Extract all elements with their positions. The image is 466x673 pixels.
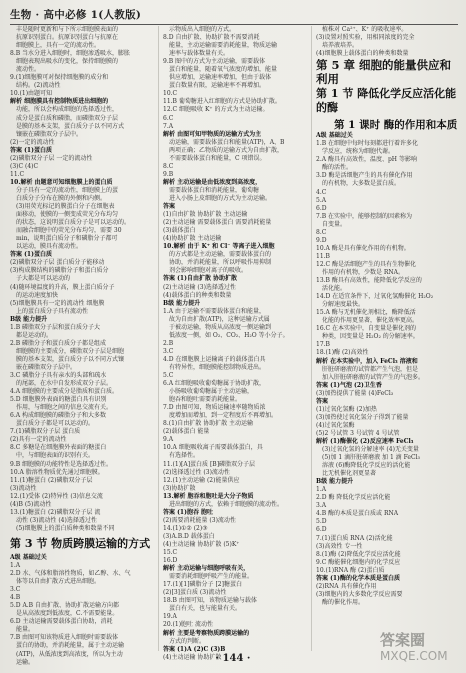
text-line: 能量。 <box>16 626 35 634</box>
text-line: 中，与细胞表面的识别有关。 <box>16 452 95 460</box>
text-line: 2.B 磷脂分子和蛋白质分子都是组成 <box>10 339 107 347</box>
text-line: 3.C 磷脂分子具有亲水的头部和疏水 <box>10 372 107 380</box>
text-line: (2)RNA 具有催化作用 <box>316 582 377 590</box>
text-line: 答案 (1)A (2)C (3)B <box>163 645 226 653</box>
text-line: (2)磷脂双分子层 蛋白质分子能移动 <box>10 259 105 267</box>
text-line: (5)细胞膜上的蛋白质种类和数量不同 <box>16 524 115 532</box>
text-line: 4.C <box>316 188 327 196</box>
text-line: 8.(1)酶 (2)降低化学反应活化能 <box>316 550 401 558</box>
text-line: 答案 (1)自由扩散 协助扩散 <box>163 275 238 283</box>
text-line: 故为自由扩散(ATP)，这种运输方式属 <box>169 315 270 323</box>
text-line: (5)细胞膜具有一定的流动性 细胞膜 <box>10 299 105 307</box>
text-line: (4)B (5)流动性 <box>10 500 52 508</box>
text-line: 剂会影响细胞对离子的吸收。 <box>169 267 248 275</box>
text-line: 是膜的基本支架，蛋白质分子以不同方式 <box>16 122 125 130</box>
text-line: 都是运动的。 <box>16 331 53 339</box>
text-line: (3)加热提供了能量 (4)FeCl₃ <box>316 389 394 397</box>
text-line: 的方式都是主动运输，需要载体蛋白的 <box>169 251 272 259</box>
text-line: 3.A <box>316 502 327 510</box>
text-line: 2.A 酶具有高效性，温度、pH 等影响 <box>316 156 417 164</box>
text-line: 10.C <box>163 90 178 98</box>
text-line: 不需要载体蛋白和能量，C 项错误。 <box>169 154 266 162</box>
column-right-body <box>316 132 458 607</box>
text-line: B级 能力提升 <box>10 315 48 323</box>
column-middle-body <box>163 26 305 662</box>
text-line: 细胞膜上，具有一定的流动性。 <box>16 42 101 50</box>
text-line: 18.(1)酶 (2)高效性 <box>316 349 369 357</box>
section-heading-3: 第 3 节 物质跨膜运输的方式 <box>10 536 151 550</box>
text-line: 进入小肠上皮细胞的方式为主动运输。 <box>169 194 272 202</box>
text-line: 6.D <box>316 526 327 534</box>
text-line: 1.A <box>10 562 21 569</box>
text-line: 2.D 酶 降低化学反应活化能 <box>316 494 391 502</box>
text-line: (2)主动运输 需要载体蛋白 需要消耗能量 <box>163 219 272 227</box>
text-line: 5.D A.B 自由扩散、协助扩散运输方向都 <box>10 602 119 610</box>
text-line: 体等以自由扩散方式进出细胞。 <box>16 578 101 586</box>
text-line: 答案 <box>163 203 176 211</box>
text-line: 上的蛋白质分子具有流动性 <box>16 307 89 315</box>
text-line: 膜的基本支架，蛋白质分子以不同方式镶 <box>16 355 125 363</box>
text-line: 9.C 酶能催化细胞内的化学反应 <box>316 558 401 566</box>
text-line: 酶的催化作用。 <box>322 598 365 606</box>
text-line: 示物质出入细胞的方式。 <box>169 26 236 33</box>
text-line: 分解速度最快。 <box>322 301 365 309</box>
column-left-body <box>10 26 152 533</box>
text-line: 1.A <box>316 486 327 494</box>
text-line: 方式的判断。 <box>169 637 206 645</box>
text-line: 5.D <box>316 518 327 526</box>
column-left-after <box>10 554 152 667</box>
text-line: 10.解析 由题意可知细胞膜上的蛋白质 <box>10 178 113 186</box>
text-line: (3)A.B.D 载体蛋白 <box>163 532 215 540</box>
text-line: 加入肝脏研磨液的试管产生的气泡多。 <box>322 373 425 381</box>
text-line: 的状态，这说明蛋白质分子是可以运动的。 <box>16 219 131 227</box>
text-line: 是从高浓度到低浓度，C.不需要能量。 <box>16 610 119 618</box>
text-line: 3.D 酶是活细胞产生的具有催化作用 <box>316 172 413 180</box>
text-line: 18.B 由图可知，该物质运输与载体 <box>163 597 257 605</box>
text-line: 11.B 葡萄糖进入红细胞的方式是协助扩散。 <box>163 98 281 106</box>
text-line: 2.D 水、气体和脂溶性物质，如乙醇、水、气 <box>10 570 131 578</box>
page-number: · 144 · <box>215 653 251 664</box>
text-line: 14.D 在适宜条件下，过氧化氢酶催化 H₂O₂ <box>316 293 434 301</box>
text-line: 9.D <box>316 236 327 244</box>
text-line: 20.(1)胞吐 流动性 <box>163 621 213 629</box>
text-line: 11.(1)[A]蛋白质 [B]磷脂双分子层 <box>163 460 256 468</box>
text-line: 有特异性，细胞膜能控制物质进出。 <box>169 363 266 371</box>
text-line: 活化能。 <box>322 285 347 293</box>
text-line: 蛋白质分子都是可以运动的。 <box>16 420 95 428</box>
text-line: 低浓度一侧，如 O₂、CO₂、H₂O 等小分子。 <box>169 331 289 339</box>
text-line: A级 基础过关 <box>10 553 47 561</box>
text-line: 答案 (1)蛋白质 <box>10 251 52 259</box>
text-line: 作用的有机物，少数是 RNA。 <box>322 268 405 276</box>
text-line: 植株对 Ca²⁺、K⁺ 的吸收速率。 <box>322 26 408 33</box>
text-line: (2)需要消耗能量 (3)流动性 <box>163 516 236 524</box>
text-line: 小肠吸收葡萄糖属于主动运输， <box>169 388 254 396</box>
text-line: 酶的活性。 <box>322 164 353 172</box>
text-line: 6.C <box>163 114 174 122</box>
text-line: 动性 (3)流动性 (4)选择透过性 <box>16 516 97 524</box>
text-line: (3)高效性 专一性 <box>316 542 363 550</box>
text-line: (ATP)，从低浓度到高浓度，所以为主动 <box>16 650 123 658</box>
text-line: 有选择性。 <box>169 452 200 460</box>
text-line: (3)加热使过氧化氢分子得到了能量 <box>316 413 409 421</box>
text-line: 10.A 细胞吸收离子需要载体蛋白，具 <box>163 444 263 452</box>
text-line: 6.A 红细胞吸收葡萄糖属于协助扩散， <box>163 380 265 388</box>
text-line: 功能，所以会构成细胞的选择透过性， <box>16 106 119 114</box>
text-line: 解析 主动运输与细胞呼吸有关， <box>163 565 250 573</box>
text-line: 8.B 当水分进入细胞时，细胞渗透吸水，膨胀 <box>10 50 131 58</box>
text-line: 学反应，统称为细胞代谢。 <box>322 148 395 156</box>
text-line: (3)设置对照实验，用相同浓度的完全 <box>316 34 415 42</box>
text-line: 8.C <box>316 228 327 236</box>
text-line: 需要载体蛋白和消耗能量，葡萄糖 <box>169 186 260 194</box>
text-line: (3)构成膜结构的磷脂分子和蛋白质分 <box>10 267 109 275</box>
text-line: min，说明蛋白质分子和磷脂分子都可 <box>16 235 118 243</box>
text-line: 培养液培养。 <box>322 42 359 50</box>
text-line: 溶液 (6)酶降低化学反应的活化能 <box>322 462 411 470</box>
column-right-top <box>316 26 458 58</box>
text-line: (4)细胞膜上载体蛋白的种类和数量 <box>316 50 409 58</box>
text-line: 动运输，需要载体蛋白和能量(ATP)，A、B <box>169 138 285 146</box>
text-line: 9.A <box>163 436 174 444</box>
text-line: 5.D 细胞膜外表面的糖蛋白具有识别 <box>10 396 107 404</box>
text-line: 14.(1)①② (2)③ <box>163 524 208 532</box>
text-line: (3)协助扩散 <box>163 484 196 492</box>
text-line: (3)细胞内的大多数化学反应需要 <box>316 590 403 598</box>
text-line: 作用，与细胞之间的信息交流有关。 <box>16 404 113 412</box>
text-line: 解析 主要是考察物质跨膜运输的 <box>163 629 250 637</box>
text-line: 供应增加，运输速率增加，但由于载体 <box>169 74 272 82</box>
text-line: 16.D <box>163 557 178 565</box>
text-line: 的运动速度加快 <box>16 291 59 299</box>
text-line: 解析 在本实验中，加入 FeCl₃ 溶液和 <box>316 357 418 365</box>
text-line: 进出细胞的方式，依赖于细胞膜的流动性。 <box>169 500 284 508</box>
text-line: 答案 (1)胞吞 胞吐 <box>163 508 214 516</box>
text-line: 镶嵌在磷脂双分子层中。 <box>16 130 83 138</box>
chapter-heading: 第 5 章 细胞的能量供应和利用 <box>316 58 452 87</box>
text-line: 以运动，膜具有流动性。 <box>16 243 83 251</box>
text-line: 8.C 多糖是在细胞膜外表面的糖蛋白 <box>10 444 107 452</box>
text-line: A级 基础过关 <box>316 132 353 140</box>
text-line: 12.(1)受体 (2)特异性 (3)信息交流 <box>10 492 103 500</box>
text-line: (3)用荧光标记的膜蛋白分子在细胞表 <box>16 203 115 211</box>
text-line: 3.C <box>163 347 174 355</box>
text-line: 8.D 自由扩散、协助扩散不需要消耗 <box>163 34 260 42</box>
text-line: (2)载体蛋白 能量 <box>163 428 210 436</box>
text-line: 嵌在磷脂双分子层中。 <box>16 363 77 371</box>
text-line: 能量，主动运输需要消耗能量，物质运输 <box>169 42 278 50</box>
text-line: 子大都是可以运动的 <box>16 275 71 283</box>
text-line: 13.(1)糖蛋白 (2)磷脂双分子层 流 <box>10 508 101 516</box>
text-line: 的有机物，大多数是蛋白质。 <box>322 180 401 188</box>
text-line: 13.解析 胞吞和胞吐是大分子物质 <box>163 492 254 500</box>
text-line: (2)磷脂双分子层 一定的流动性 <box>10 154 93 162</box>
text-line: 7.(1)蛋白质 RNA (2)活化能 <box>316 534 393 542</box>
text-line: 5.A <box>316 196 327 204</box>
lesson-heading: 第 1 课时 酶的作用和本质 <box>334 119 458 132</box>
text-line: (3)流动性 <box>10 484 37 492</box>
text-line: 种类，因变量是 H₂O₂ 的分解速率。 <box>322 333 419 341</box>
text-line: 面移动，使膜的一侧变成荧光分布均匀 <box>16 211 119 219</box>
text-line: 6.A 构成细胞膜的磷脂分子和大多数 <box>10 412 106 420</box>
text-line: 15.C <box>163 549 178 557</box>
text-line: 10.(1)RNA 酶 (2)蛋白质 <box>316 566 385 574</box>
text-line: (2)一定的流动性 <box>10 138 55 146</box>
text-line: 4.B 酶的本质是蛋白质或 RNA <box>316 510 399 518</box>
text-line: (2)选择透过性 (3)流动性 <box>163 468 230 476</box>
text-line: 1.A 由于运输不需要载体蛋白和能量， <box>163 307 265 315</box>
text-line: 12.C 细胞吸收 K⁺ 的方式为主动运输。 <box>163 106 269 114</box>
text-line: 的尾部，在水中自发形成双分子层。 <box>16 380 113 388</box>
text-line: 答案 (1)气泡 (2)卫生香 <box>316 381 382 389</box>
text-line: 流动性。 <box>16 66 41 74</box>
text-line: 成分是蛋白质和磷脂，而磷脂双分子层 <box>16 114 119 122</box>
text-line: 蛋白数量有限，运输速率不再增加。 <box>169 82 266 90</box>
text-line: B级 能力提升 <box>316 478 354 486</box>
text-line: 细胞膜的主要成分，磷脂双分子层是细胞 <box>16 347 125 355</box>
text-line: 速率与载体数量有关。 <box>169 50 230 58</box>
text-line: 11.B <box>316 252 330 260</box>
text-line: 10.A 酶是具有催化作用的有机物。 <box>316 244 410 252</box>
text-line: 解析 主动运输是由低浓度到高浓度， <box>163 178 262 186</box>
text-line: 化能的作用更显著，催化效率更高。 <box>322 317 419 325</box>
text-line: 而融合细胞中的荧光分布均匀，需要 30 <box>16 227 122 235</box>
text-line: 4.D 在细胞膜上运输离子的载体蛋白具 <box>163 355 266 363</box>
text-line: 7.(1)磷脂双分子层 蛋白质 <box>10 428 81 436</box>
text-line: 协助，并消耗能量，所以呼吸作用抑制 <box>169 259 272 267</box>
text-line: 4.B <box>10 594 21 602</box>
text-line: 答案 <box>316 397 329 405</box>
text-line: 11.C <box>10 170 25 178</box>
watermark-logo: 答案圈 MXQE.COM <box>380 631 448 663</box>
text-line: 肝脏研磨液的试管都产生气泡，但是 <box>322 365 419 373</box>
text-line: 12.(1)主动运输 (2)能量供应 <box>163 476 240 484</box>
text-line: 白质分子分布在膜的外侧和内侧。 <box>16 194 107 202</box>
text-line: 8.C <box>163 162 174 170</box>
text-line: (3)载体蛋白 <box>163 227 196 235</box>
text-line: 蛋白和能量，随着氧气浓度的增加，能量 <box>169 66 278 74</box>
text-line: 于被动运输，物质从高浓度一侧运输到 <box>169 323 272 331</box>
text-line: 7.A <box>163 122 174 130</box>
text-line: 10.解析 由于 K⁺ 和 Cl⁻ 等离子进入细胞 <box>163 243 275 251</box>
text-line: 10.(1)由题可知 <box>10 90 53 98</box>
text-line: 9.(1)细胞膜可对保持细胞膜的成分和 <box>10 74 109 82</box>
text-line: 5.C <box>163 372 174 380</box>
text-line: 细胞表现出吸水的变化，保持细胞膜的 <box>16 58 119 66</box>
text-line: 9.B <box>163 170 174 178</box>
text-line: 自变量。 <box>322 220 347 228</box>
text-line: (4)随环境温度的升高，膜上蛋白质分子 <box>10 283 115 291</box>
text-line: 7.B 在实验中，能够控制的因素称为 <box>316 212 413 220</box>
page-header <box>10 4 458 25</box>
text-line: (1)自由扩散 协助扩散 主动运输 <box>163 211 248 219</box>
text-line: (4)协助扩散 主动运输 <box>163 235 222 243</box>
text-line: (4)过氧化氢酶 <box>316 421 355 429</box>
text-line: 丰是随时更新和与下所示细胞膜表面的 <box>16 26 119 33</box>
text-line: 结构。(2)流动性 <box>16 82 61 90</box>
section-heading-1: 第 1 节 降低化学反应活化能的酶 <box>316 87 457 115</box>
text-line: 9.B 图中的方式为主动运输，需要载体 <box>163 58 266 66</box>
text-line: (4)载体蛋白的种类和数量 <box>163 291 232 299</box>
text-line: 6.D <box>316 204 327 212</box>
text-line: (3)C (4)C <box>10 162 39 170</box>
text-line: 比无机催化剂更显著 <box>322 470 377 478</box>
text-line: 9.B 细胞膜的功能特性是选择透过性。 <box>10 460 113 468</box>
text-line: (4)主动运输 协助扩散 (5)K⁺ <box>163 541 240 548</box>
column-left <box>10 26 152 666</box>
text-line: 1.B 在细胞中每时每刻都进行着许多化 <box>316 140 419 148</box>
header-title: 生物 · 高中必修 1(人教版) <box>10 9 142 21</box>
text-line: 蛋白有关，也与能量有关。 <box>169 605 242 613</box>
text-line: (3)过氧化氢的分解速率 (4)无关变量 <box>322 446 419 454</box>
text-line: (1)过氧化氢酶 (2)加热 <box>316 405 377 413</box>
text-line: 8.(1)自由扩散 协助扩散 主动运输 <box>163 420 254 428</box>
column-right <box>311 26 458 651</box>
text-line: 17.(1)[1]磷脂分子 [2]糖蛋白 <box>163 581 242 589</box>
text-line: 解析 由图可知甲物质的运输方式为主 <box>163 130 262 138</box>
text-line: 分子具有一定的流动性，细胞膜上的蛋 <box>16 186 119 194</box>
text-line: (5)加 1 滴肝脏研磨液 加 1 滴 FeCl₃ <box>322 454 420 462</box>
text-line: 解析 (1)酶催化 (2)反应速率 FeCl₃ <box>316 437 414 445</box>
text-line: 12.C 酶是活细胞产生的具有生物催化 <box>316 260 417 268</box>
text-line: 2.B <box>163 339 174 347</box>
text-line: (2)[3]蛋白质 (3)流动性 <box>163 589 227 597</box>
text-line: 度增加而增加，到一定程度后不再增加。 <box>169 412 278 420</box>
text-line: 17.B <box>316 341 330 349</box>
text-line: 15.A 酶与无机催化剂相比，酶降低活 <box>316 309 416 317</box>
text-line: 抗原识别蛋白。抗原识别蛋白与抗原在 <box>16 34 119 42</box>
text-line: 两项正确；乙物质的运输方式为自由扩散， <box>169 146 284 154</box>
text-line: 10.A 脂溶性物质优先通过细胞膜。 <box>10 468 104 476</box>
text-line: 1.B 磷脂双分子层和蛋白质分子大 <box>10 323 101 331</box>
text-line: 7.D 由图可知，物质运输速率随物质浓 <box>163 404 266 412</box>
text-line: 11.(1)糖蛋白 (2)磷脂双分子层 <box>10 476 93 484</box>
text-line: 解析 细胞膜具有控制物质进出细胞的 <box>10 98 109 106</box>
text-line: 答案 (1)蛋白质 <box>10 146 52 154</box>
text-line: 6.D 主动运输需要载体蛋白协助，消耗 <box>10 618 113 626</box>
text-line: 运输。 <box>16 658 35 666</box>
text-line: (2)主动运输 (3)选择透过性 <box>163 283 236 291</box>
text-line: 7.B 由图可知该物质进入细胞时需要载体 <box>10 634 119 642</box>
text-line: (2)具有一定的流动性 <box>10 436 67 444</box>
text-line: 蛋白的协助，并消耗能量，属于主动运输 <box>16 642 125 650</box>
text-line: (5)2 号试管 3 号试管 4 号试管 <box>316 429 400 437</box>
text-line: 3.C <box>10 586 21 594</box>
text-line: (4)主动运输 协助扩散 <box>163 653 222 661</box>
text-line: 胞吞和胞吐需要消耗能量。 <box>169 396 242 404</box>
text-line: 4.A 细胞膜的主要成分是脂质和蛋白质。 <box>10 388 118 396</box>
text-line: 13.B 酶具有高效性，能降低化学反应的 <box>316 277 422 285</box>
text-line: 需要消耗细胞呼吸产生的能量。 <box>169 573 254 581</box>
text-line: B级 能力提升 <box>163 299 201 307</box>
text-line: 16.C 在本实验中，自变量是催化剂的 <box>316 325 417 333</box>
text-line: 19.A <box>163 613 177 621</box>
text-line: 答案 (1)酶的化学本质是蛋白质 <box>316 574 400 582</box>
